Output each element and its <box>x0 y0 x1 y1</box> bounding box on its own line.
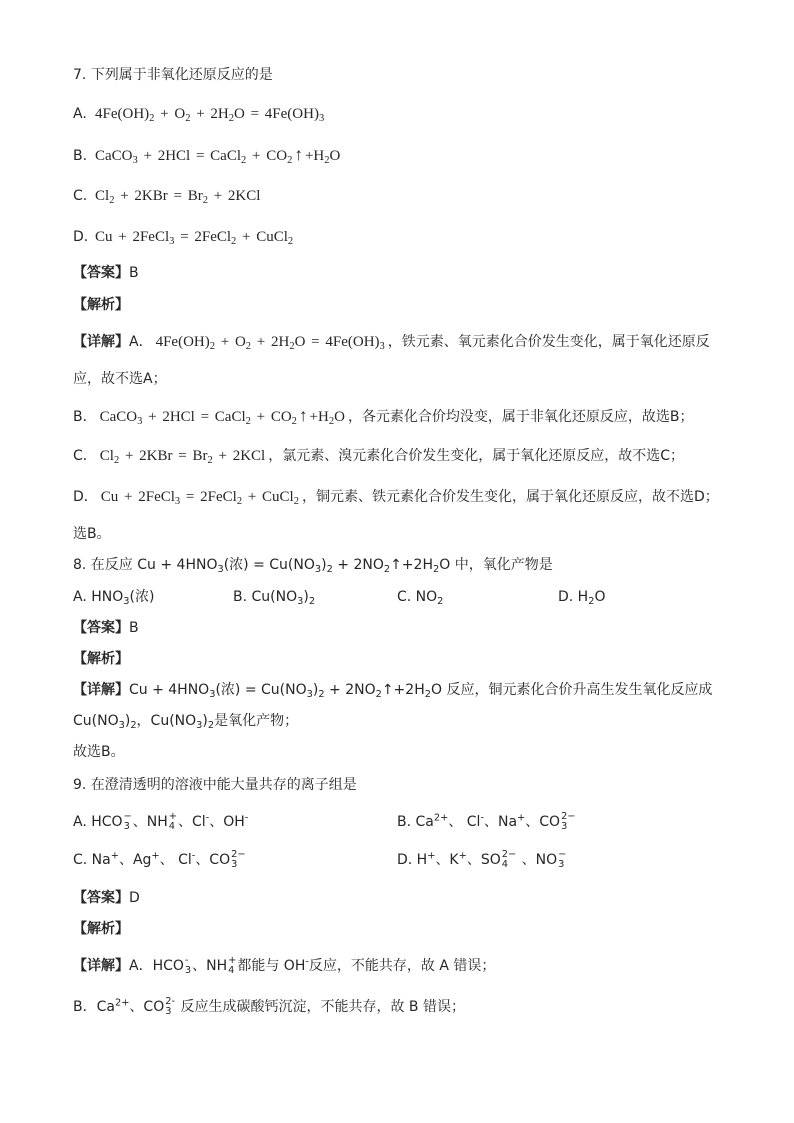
text-run: 选B。 <box>73 526 111 542</box>
subscript: 2 <box>308 595 316 607</box>
subscript: 3 <box>184 965 192 976</box>
subscript: 3 <box>561 821 568 832</box>
text-run: 、 Cl <box>159 852 192 868</box>
answer-tag: 【答案】 <box>73 620 129 636</box>
text-run: O <box>329 148 341 164</box>
text-run: 、K <box>435 852 459 868</box>
superscript: + <box>151 850 160 862</box>
text-run: 、 Cl <box>448 814 481 830</box>
text-run: +H <box>304 148 325 164</box>
text-run: 反应，不能共存，故 A 错误； <box>308 958 496 974</box>
subscript: 3 <box>209 688 216 700</box>
q7-detail-line-5 <box>73 486 719 508</box>
subscript: 3 <box>379 341 385 353</box>
text-run: 是氧化产物； <box>214 713 299 729</box>
text-run: A．HCO <box>129 958 184 974</box>
text-run: (浓) <box>129 589 155 605</box>
text-run: Cl <box>95 188 110 204</box>
subscript: 3 <box>558 859 565 870</box>
q8-options <box>0 586 794 608</box>
text-run: + 2NO <box>324 682 376 698</box>
subscript: 2 <box>375 688 382 700</box>
subscript: 2 <box>241 155 247 167</box>
answer-value: B <box>129 620 139 636</box>
detail-text <box>129 954 496 976</box>
text-run: O = 4Fe(OH) <box>234 106 319 122</box>
subscript: 2 <box>328 416 335 428</box>
text-run: O 反应，铜元素化合价升高生发生氧化反应成 <box>430 682 713 698</box>
ion-script <box>502 850 516 871</box>
superscript: + <box>110 850 119 862</box>
subscript: 2 <box>588 595 595 607</box>
text-run: O 中，氧化产物是 <box>439 557 553 573</box>
subscript: 2 <box>245 416 251 428</box>
text-run: B. Ca <box>397 814 434 830</box>
text-run: Cu + 2FeCl <box>95 229 170 245</box>
q8-stem <box>73 554 553 576</box>
subscript: 2 <box>293 496 299 508</box>
q8-detail-line-1 <box>73 679 712 701</box>
text-run: ) <box>303 589 309 605</box>
q9-options-row-1 <box>0 811 794 833</box>
text-run: 、OH <box>209 814 245 830</box>
text-run: CaCO <box>99 409 138 425</box>
subscript: 3 <box>231 859 238 870</box>
subscript: 2 <box>207 719 215 731</box>
q7-detail-line-1 <box>73 331 710 353</box>
subscript: 4 <box>168 821 176 832</box>
q7-detail-line-2 <box>73 368 167 390</box>
superscript: + <box>228 954 237 966</box>
detail-tag: 【详解】 <box>73 682 129 698</box>
text-run: 8. 在反应 Cu + 4HNO <box>73 557 218 573</box>
text-run: 、CO <box>195 852 231 868</box>
q9-detail-line-1 <box>73 955 495 977</box>
text-run: Cl <box>99 448 114 464</box>
ion-script <box>561 812 575 833</box>
equation <box>95 106 325 125</box>
superscript: + <box>458 850 467 862</box>
superscript: 2+ <box>433 812 449 824</box>
text-run: (浓) = Cu(NO <box>223 557 315 573</box>
subscript: 2 <box>231 236 237 248</box>
superscript: - <box>191 850 196 862</box>
equation <box>100 489 299 508</box>
text-run: + 2HCl = CaCl <box>137 148 242 164</box>
answer-tag: 【答案】 <box>73 890 129 906</box>
text-run: O <box>334 409 345 425</box>
subscript: 3 <box>132 155 138 167</box>
subscript: 2 <box>318 688 325 700</box>
answer-value: D <box>129 890 140 906</box>
text-run: D． <box>73 489 98 505</box>
text-run: D. H <box>397 852 428 868</box>
option-label: D. <box>73 229 89 245</box>
subscript: 2 <box>228 113 234 125</box>
text-run: Cu + 4HNO <box>129 682 210 698</box>
ion-script <box>185 956 191 977</box>
option-label: A. <box>73 106 87 122</box>
text-run: ) <box>202 713 208 729</box>
answer-tag: 【答案】 <box>73 265 129 281</box>
subscript: 2 <box>289 341 295 353</box>
text-run: B. Cu(NO <box>233 589 298 605</box>
q7-stem: 7. 下列属于非氧化还原反应的是 <box>73 67 273 83</box>
subscript: 2 <box>291 416 297 428</box>
ion-script <box>558 850 566 871</box>
text-run: CaCO <box>95 148 133 164</box>
q7-answer <box>73 262 139 284</box>
text-run: = 2FeCl <box>174 229 232 245</box>
q8-answer <box>73 617 139 639</box>
text-run: 、Cl <box>178 814 206 830</box>
text-run: + O <box>154 106 186 122</box>
equation <box>99 406 345 428</box>
detail-tag: 【详解】 <box>73 958 129 974</box>
text-run: 、CO <box>525 814 561 830</box>
text-run: ↑+2H <box>390 557 433 573</box>
text-run: A. HNO <box>73 589 124 605</box>
q9-stem: 9. 在澄清透明的溶液中能大量共存的离子组是 <box>73 777 357 793</box>
text-run: + 2HCl = CaCl <box>142 409 246 425</box>
subscript: 3 <box>297 595 304 607</box>
superscript: - <box>305 956 309 968</box>
text-run: B． <box>73 409 97 425</box>
q9-detail-line-2 <box>73 996 465 1018</box>
q7-option-b <box>73 144 340 166</box>
q9-analysis-tag: 【解析】 <box>73 921 129 937</box>
text-run: ) <box>124 713 131 729</box>
text-run: 、Ag <box>118 852 152 868</box>
text-run: + CO <box>246 148 288 164</box>
ion-script <box>228 956 236 977</box>
q7-detail-line-3 <box>73 405 694 427</box>
text-run: Cu + 2FeCl <box>100 489 175 505</box>
text-run: 、NO <box>517 852 558 868</box>
superscript: − <box>558 848 567 860</box>
q9-options-row-2 <box>0 849 794 871</box>
subscript: 3 <box>165 1006 172 1017</box>
text-run: + 2KCl <box>212 448 266 464</box>
q7-option-c <box>73 185 260 207</box>
superscript: - <box>205 812 210 824</box>
superscript: 2− <box>501 848 517 860</box>
text-run: C． <box>73 448 97 464</box>
text-run: A． <box>129 334 153 350</box>
subscript: 2 <box>424 688 431 700</box>
ion-script <box>169 812 177 833</box>
subscript: 3 <box>118 719 125 731</box>
text-run: ) <box>312 682 319 698</box>
detail-tag: 【详解】 <box>73 334 129 350</box>
subscript: 3 <box>318 113 325 125</box>
text-run: + 2H <box>251 334 290 350</box>
text-run: + 2KCl <box>207 188 261 204</box>
subscript: 2 <box>383 563 391 575</box>
q7-option-d <box>73 226 293 248</box>
superscript: - <box>184 954 189 966</box>
subscript: 2 <box>437 595 444 607</box>
subscript: 2 <box>432 563 440 575</box>
subscript: 3 <box>137 416 143 428</box>
q8-detail-line-2 <box>73 710 298 732</box>
text-run: 、NH <box>192 958 228 974</box>
subscript: 2 <box>207 455 213 467</box>
text-run: ) <box>321 557 327 573</box>
equation <box>99 448 266 467</box>
q9-option-d <box>397 849 567 871</box>
text-run: (浓) = Cu(NO <box>215 682 307 698</box>
gas-arrow: ↑ <box>294 145 303 164</box>
subscript: 2 <box>185 113 191 125</box>
text-run: ↑+2H <box>381 682 425 698</box>
text-run: + O <box>214 334 246 350</box>
text-run: ，各元素化合价均没变，属于非氧化还原反应，故选B； <box>347 409 694 425</box>
text-run: O <box>594 589 606 605</box>
text-run: D. H <box>558 589 589 605</box>
subscript: 2 <box>209 341 215 353</box>
superscript: 2- <box>165 995 175 1007</box>
superscript: 2− <box>231 848 246 860</box>
subscript: 3 <box>123 821 130 832</box>
subscript: 2 <box>287 236 294 248</box>
superscript: - <box>480 812 484 824</box>
q9-option-b <box>397 811 577 833</box>
ion-script <box>165 997 175 1018</box>
q9-option-c <box>73 849 247 871</box>
text-run: 、Na <box>483 814 518 830</box>
q9-answer <box>73 887 140 909</box>
superscript: 2+ <box>114 997 130 1009</box>
text-run: B．Ca <box>73 999 115 1015</box>
superscript: + <box>427 850 436 862</box>
text-run: 4Fe(OH) <box>95 106 150 122</box>
text-run: ，铜元素、铁元素化合价发生变化，属于氧化还原反应，故不选D； <box>301 489 719 505</box>
text-run: 、CO <box>129 999 165 1015</box>
subscript: 2 <box>202 195 208 207</box>
subscript: 3 <box>196 719 203 731</box>
detail-text <box>129 682 712 698</box>
q8-option-d <box>558 586 605 608</box>
subscript: 2 <box>245 341 252 353</box>
superscript: − <box>123 810 132 822</box>
option-label: C. <box>73 188 88 204</box>
gas-arrow: ↑ <box>298 406 308 425</box>
text-run: + 2H <box>190 106 229 122</box>
subscript: 2 <box>149 113 155 125</box>
q8-analysis-tag: 【解析】 <box>73 651 129 667</box>
ion-script <box>124 812 132 833</box>
text-run: 应，故不选A； <box>73 371 167 387</box>
q7-analysis-tag: 【解析】 <box>73 297 129 313</box>
q8-option-c <box>397 586 443 608</box>
equation <box>95 188 261 207</box>
subscript: 3 <box>217 563 224 575</box>
subscript: 3 <box>314 563 322 575</box>
subscript: 2 <box>109 195 115 207</box>
superscript: + <box>517 812 526 824</box>
subscript: 4 <box>228 965 235 976</box>
text-run: ，氯元素、溴元素化合价发生变化，属于氧化还原反应，故不选C； <box>268 448 684 464</box>
subscript: 2 <box>324 155 330 167</box>
text-run: ，Cu(NO <box>136 713 197 729</box>
q8-option-a <box>73 586 154 608</box>
text-run: 都能与 OH <box>237 958 306 974</box>
text-run: = 2FeCl <box>180 489 237 505</box>
subscript: 2 <box>130 719 137 731</box>
detail-text <box>129 334 710 353</box>
text-run: 、NH <box>132 814 168 830</box>
text-run: + CuCl <box>242 489 294 505</box>
ion-script <box>231 850 245 871</box>
text-run: + 2KBr = Br <box>119 448 208 464</box>
subscript: 4 <box>501 859 508 870</box>
text-run: O = 4Fe(OH) <box>294 334 380 350</box>
text-run: +H <box>309 409 329 425</box>
superscript: - <box>244 812 249 824</box>
subscript: 3 <box>174 496 181 508</box>
answer-value: B <box>129 265 139 281</box>
text-run: C. Na <box>73 852 111 868</box>
q9-option-a <box>73 811 248 833</box>
text-run: + CuCl <box>236 229 288 245</box>
subscript: 2 <box>113 455 120 467</box>
subscript: 3 <box>169 236 175 248</box>
superscript: 2− <box>561 810 576 822</box>
text-run: Cu(NO <box>73 713 119 729</box>
equation <box>95 145 341 167</box>
subscript: 3 <box>123 595 130 607</box>
equation <box>155 334 385 353</box>
text-run: ，铁元素、氧元素化合价发生变化，属于氧化还原反 <box>387 334 710 350</box>
text-run: A. HCO <box>73 814 123 830</box>
q7-detail-line-4 <box>73 445 684 467</box>
text-run: + 2KBr = Br <box>114 188 203 204</box>
q8-detail-line-3 <box>73 741 125 763</box>
option-label: B. <box>73 148 88 164</box>
subscript: 2 <box>326 563 333 575</box>
q7-option-a <box>73 103 324 125</box>
text-run: 故选B。 <box>73 744 125 760</box>
subscript: 3 <box>306 688 313 700</box>
text-run: 4Fe(OH) <box>155 334 210 350</box>
text-run: C. NO <box>397 589 438 605</box>
equation <box>95 229 294 248</box>
superscript: + <box>168 810 177 822</box>
q7-detail-line-6 <box>73 523 111 545</box>
text-run: 反应生成碳酸钙沉淀，不能共存，故 B 错误； <box>176 999 465 1015</box>
subscript: 2 <box>287 155 293 167</box>
text-run: + 2NO <box>332 557 384 573</box>
text-run: 、SO <box>466 852 501 868</box>
text-run: + CO <box>250 409 292 425</box>
subscript: 2 <box>236 496 243 508</box>
q8-option-b <box>233 586 315 608</box>
